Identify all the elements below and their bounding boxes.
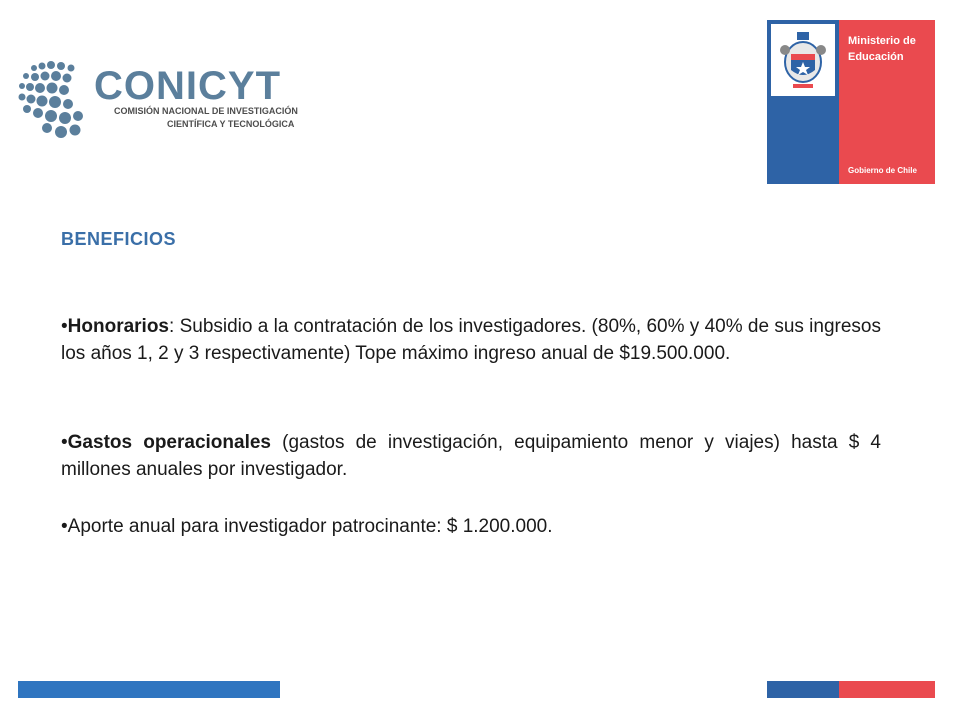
logo-blue-panel (767, 20, 839, 184)
footer-bar-blue (767, 681, 839, 698)
benefit-item-2 (61, 429, 881, 483)
benefit-text: (gastos de investigación, equipamiento menor y viajes) hasta $ 4 millones anuales por investigador. (61, 432, 881, 480)
conicyt-wordmark: CONICYT (94, 64, 281, 108)
ministry-label: Ministerio de Educación (848, 35, 916, 63)
section-heading: BENEFICIOS (61, 229, 177, 249)
benefit-title: Gastos operacionales (67, 432, 271, 453)
logo-white-box (771, 24, 835, 96)
benefit-item-1 (61, 313, 881, 367)
benefit-text: : Subsidio a la contratación de los investigadores. (80%, 60% y 40% de sus ingresos los años 1, 2 y 3 respectivamente) Tope máximo ingreso anual de $19.500.000. (61, 316, 881, 364)
conicyt-logo (14, 58, 298, 144)
ministerio-educacion-logo (767, 20, 935, 184)
footer-bar-red (839, 681, 935, 698)
coat-of-arms-icon (771, 24, 835, 96)
bullet: • (61, 516, 68, 537)
conicyt-subtitle-2: CIENTÍFICA Y TECNOLÓGICA (167, 119, 295, 129)
bullet: • (61, 316, 68, 337)
conicyt-dots-icon (14, 58, 94, 144)
footer-bar-right (767, 681, 935, 698)
benefit-text: Aporte anual para investigador patrocinante: $ 1.200.000. (67, 516, 553, 537)
conicyt-subtitle-1: COMISIÓN NACIONAL DE INVESTIGACIÓN (114, 106, 298, 116)
government-label: Gobierno de Chile (848, 166, 917, 175)
benefit-item-3 (61, 513, 881, 540)
bullet: • (61, 432, 68, 453)
footer-bar-left (18, 681, 280, 698)
benefit-title: Honorarios (67, 316, 170, 337)
